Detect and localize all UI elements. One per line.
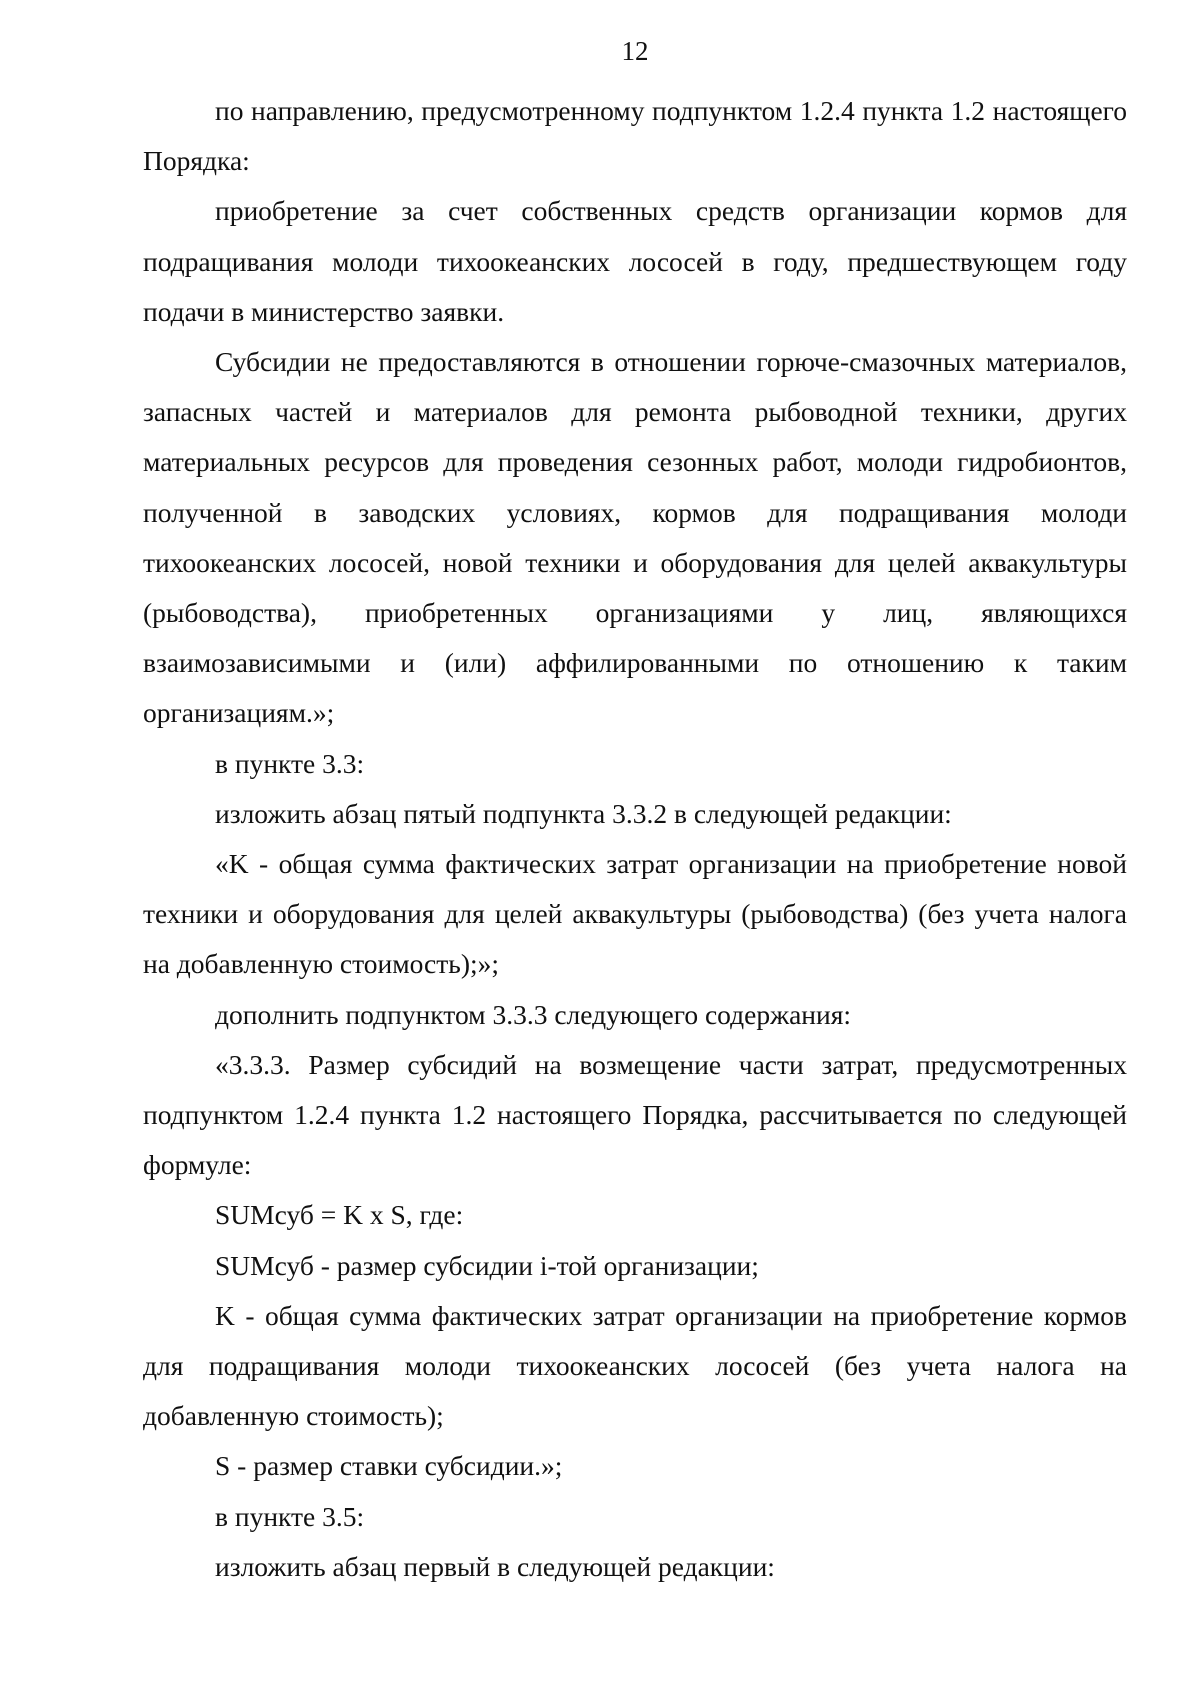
paragraph-s-definition: S - размер ставки субсидии.»; xyxy=(215,1450,563,1482)
paragraph-add-3-3-3: дополнить подпунктом 3.3.3 следующего содержания: xyxy=(215,998,852,1030)
paragraph-amend-3-3-2: изложить абзац пятый подпункта 3.3.2 в следующей редакции: xyxy=(215,797,952,829)
paragraph-3-3-3-text: «3.3.3. Размер субсидий на возмещение части затрат, предусмотренных подпунктом 1.2.4 пункта 1.2 настоящего Порядка, рассчитывается по следующей формуле: xyxy=(143,1048,1127,1181)
paragraph-sum-definition: SUMсуб - размер субсидии i-той организации; xyxy=(215,1249,759,1281)
paragraph-feed-purchase: приобретение за счет собственных средств организации кормов для подращивания молоди тихоокеанских лососей в году, предшествующем году подачи в министерство заявки. xyxy=(143,195,1127,327)
page-number: 12 xyxy=(621,36,649,66)
paragraph-amend-3-5-first: изложить абзац первый в следующей редакции: xyxy=(215,1550,775,1582)
paragraph-item-3-3: в пункте 3.3: xyxy=(215,747,365,779)
paragraph-k-definition-feed: K - общая сумма фактических затрат организации на приобретение кормов для подращивания молоди тихоокеанских лососей (без учета налога на добавленную стоимость); xyxy=(143,1299,1127,1432)
paragraph-k-definition-equipment: «K - общая сумма фактических затрат организации на приобретение новой техники и оборудования для целей аквакультуры (рыбоводства) (без учета налога на добавленную стоимость);»; xyxy=(143,848,1127,980)
paragraph-direction-reference: по направлению, предусмотренному подпунктом 1.2.4 пункта 1.2 настоящего Порядка: xyxy=(143,95,1127,177)
paragraph-subsidy-exclusions: Субсидии не предоставляются в отношении горюче-смазочных материалов, запасных частей и материалов для ремонта рыбоводной техники, других материальных ресурсов для проведения сезонных работ, молоди гидробионтов, полученной в заводских условиях, кормов для подращивания молоди тихоокеанских лососей, новой техники и оборудования для целей аквакультуры (рыбоводства), приобретенных организациями у лиц, являющихся взаимозависимыми и (или) аффилированными по отношению к таким организациям.»; xyxy=(143,346,1127,729)
paragraph-formula: SUMсуб = K x S, где: xyxy=(215,1199,464,1231)
paragraph-item-3-5: в пункте 3.5: xyxy=(215,1500,365,1532)
document-body xyxy=(143,86,1127,1592)
